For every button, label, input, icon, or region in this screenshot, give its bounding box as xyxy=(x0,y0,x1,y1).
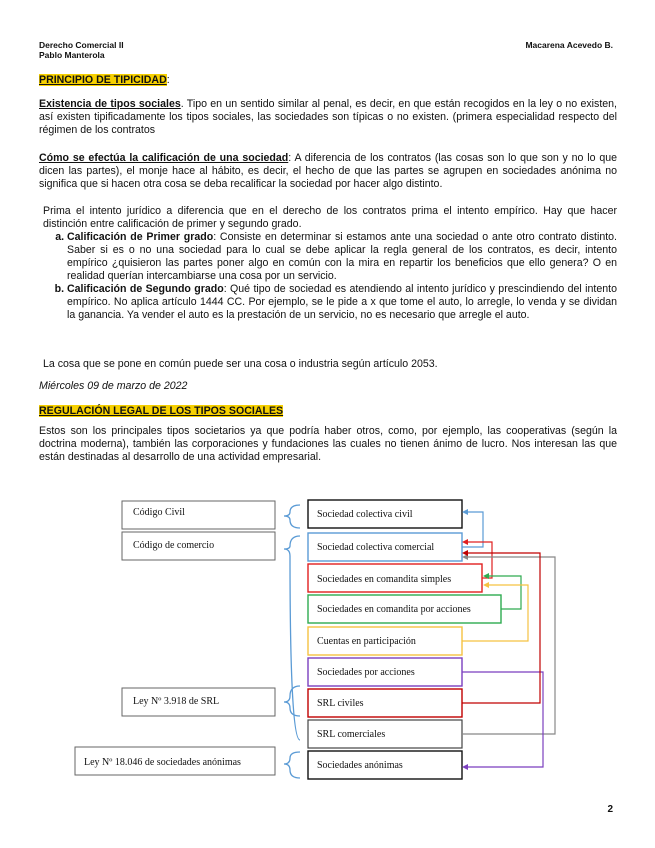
type-box-colectiva-civil xyxy=(308,500,462,528)
arrow-yellow xyxy=(462,585,528,641)
arrow-green xyxy=(489,576,521,609)
type-box-comandita-simples xyxy=(308,564,482,592)
calificacion-term: Cómo se efectúa la calificación de una sociedad xyxy=(39,152,289,164)
svg-text:Sociedades en comandita simple: Sociedades en comandita simples xyxy=(317,574,452,585)
prima-text: Prima el intento jurídico a diferencia que en el derecho de los contratos prima el intento empírico. Hay que hacer distinción entre calificación de primer y segundo grado. xyxy=(43,205,617,230)
brace-icon xyxy=(284,505,300,778)
svg-text:Cuentas en participación: Cuentas en participación xyxy=(317,636,416,647)
svg-text:Sociedades por acciones: Sociedades por acciones xyxy=(317,667,415,678)
svg-text:Código de comercio: Código de comercio xyxy=(133,540,215,551)
professor-name: Pablo Manterola xyxy=(39,50,105,60)
list-item: b. Calificación de Segundo grado: Qué tipo de sociedad es atendiendo al intento jurídico y prescindiendo del intento empírico. No aplica artículo 1444 CC. Por ejemplo, se le pide a x que tome el auto, lo arregle, lo venda y se dividan la ganancia. Ya vender el auto es la prestación de un servicio, no es necesario que arregle el auto. xyxy=(67,283,617,322)
arrow-purple xyxy=(462,672,543,767)
type-box-sociedades-anonimas xyxy=(308,751,462,779)
source-box-ley-sa xyxy=(75,747,275,775)
svg-text:Sociedades anónimas: Sociedades anónimas xyxy=(317,760,403,771)
arrowhead-icon xyxy=(462,764,468,770)
svg-text:SRL civiles: SRL civiles xyxy=(317,698,364,709)
document-header-left xyxy=(39,40,124,60)
type-box-comandita-acciones xyxy=(308,595,501,623)
existencia-text: . Tipo en un sentido similar al penal, es decir, en que están recogidos en la ley o no existen, así existen tipificadamente los tipos sociales, las sociedades son típicas o no existen. (primera especialidad respecto del régimen de los contratos xyxy=(39,98,617,136)
arrowhead-icon xyxy=(462,550,468,556)
arrow-red xyxy=(468,542,492,578)
page-number: 2 xyxy=(607,804,613,815)
type-box-srl-comerciales xyxy=(308,720,462,748)
calificacion-list xyxy=(43,231,617,322)
calificacion-text: : A diferencia de los contratos (las cosas son lo que son y no lo que dicen las partes), el monje hace al hábito, es decir, el hecho de que las partes se agrupen en sociedades anónima no significa que si hacen otra cosa se deba recalificar la sociedad por hacer algo distinto. xyxy=(39,152,617,190)
section-title-regulacion xyxy=(39,405,617,418)
section-title-tipicidad: PRINCIPIO DE TIPICIDAD: xyxy=(39,74,170,86)
source-box-codigo-civil xyxy=(122,501,275,529)
author-name: Macarena Acevedo B. xyxy=(525,40,613,50)
paragraph-calificacion xyxy=(39,152,617,191)
existencia-term: Existencia de tipos sociales xyxy=(39,98,181,110)
type-box-srl-civiles xyxy=(308,689,462,717)
date-line: Miércoles 09 de marzo de 2022 xyxy=(39,380,188,392)
type-box-sociedades-acciones xyxy=(308,658,462,686)
arrowhead-icon xyxy=(462,509,468,515)
arrow-blue xyxy=(462,512,483,547)
type-box-colectiva-comercial xyxy=(308,533,462,561)
regulacion-heading: REGULACIÓN LEGAL DE LOS TIPOS SOCIALES xyxy=(39,405,284,417)
course-name: Derecho Comercial II xyxy=(39,40,124,50)
svg-text:SRL comerciales: SRL comerciales xyxy=(317,729,386,740)
arrowhead-icon xyxy=(462,554,468,560)
source-box-ley-srl xyxy=(122,688,275,716)
arrowhead-icon xyxy=(462,539,468,545)
source-box-codigo-comercio xyxy=(122,532,275,560)
svg-text:Ley Nº 3.918 de SRL: Ley Nº 3.918 de SRL xyxy=(133,696,220,707)
list-item: a. Calificación de Primer grado: Consiste en determinar si estamos ante una sociedad o ante otro contrato distinto. Saber si es o no una sociedad para lo cual se debe aplicar la regla general de los contratos, es decir, intento empírico ¿quisieron las partes poner algo en común con la mira en repartir los beneficios que ello genera? O en realidad querían intercambiarse una cosa por un servicio. xyxy=(67,231,617,283)
arrow-darkred xyxy=(462,553,540,703)
arrowhead-icon xyxy=(483,582,489,588)
paragraph-regulacion: Estos son los principales tipos societarios ya que podría haber otros, como, por ejemplo, las cooperativas (según la doctrina moderna), también las corporaciones y fundaciones las cuales no tienen ánimo de lucro. Nos interesan las que están destinadas al desarrollo de una actividad empresarial. xyxy=(39,425,617,463)
paragraph-cosa: La cosa que se pone en común puede ser una cosa o industria según artículo 2053. xyxy=(43,358,438,370)
type-box-cuentas-participacion xyxy=(308,627,462,655)
tipicidad-heading: PRINCIPIO DE TIPICIDAD xyxy=(39,74,167,86)
paragraph-prima xyxy=(43,205,617,322)
svg-text:Sociedad colectiva comercial: Sociedad colectiva comercial xyxy=(317,542,435,553)
arrow-gray xyxy=(462,557,555,734)
svg-text:Sociedades en comandita por ac: Sociedades en comandita por acciones xyxy=(317,604,471,615)
svg-text:Ley Nº 18.046 de sociedades an: Ley Nº 18.046 de sociedades anónimas xyxy=(84,757,241,768)
svg-text:Código Civil: Código Civil xyxy=(133,507,185,518)
svg-text:Sociedad colectiva civil: Sociedad colectiva civil xyxy=(317,509,413,520)
arrowhead-icon xyxy=(483,573,489,579)
paragraph-existencia xyxy=(39,98,617,137)
